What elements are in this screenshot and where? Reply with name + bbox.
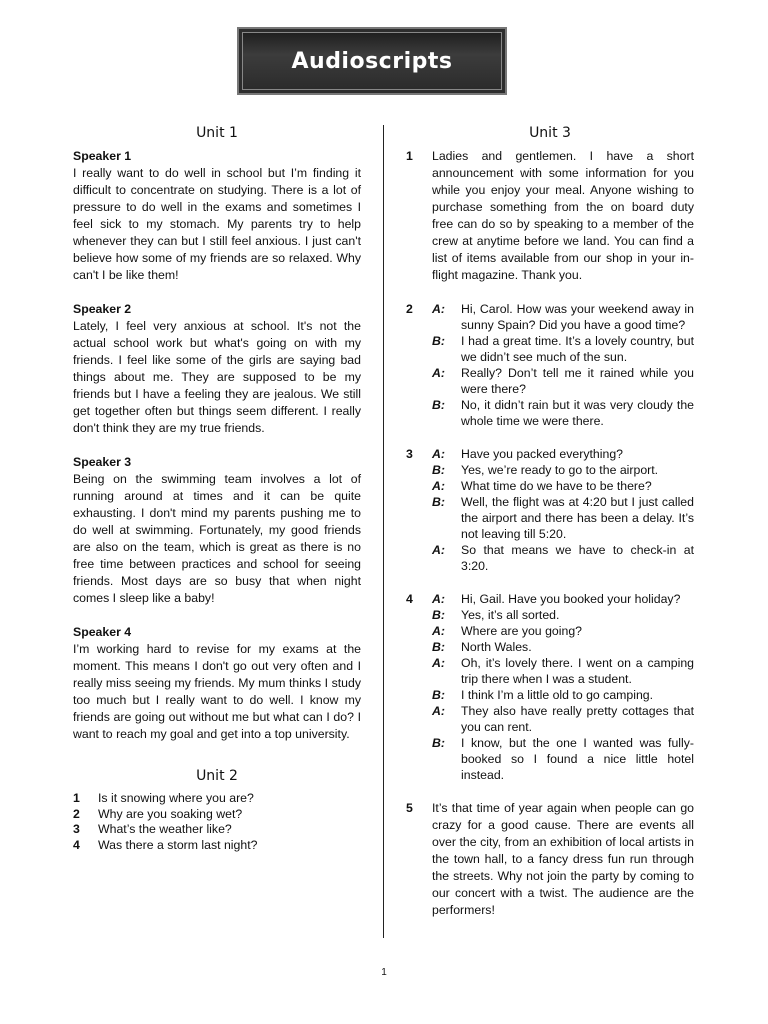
line-text: Hi, Gail. Have you booked your holiday? bbox=[461, 592, 681, 606]
item-number: 2 bbox=[406, 302, 413, 316]
dialogue-line bbox=[432, 607, 694, 623]
speaker-text: Lately, I feel very anxious at school. It's not the actual school work but what's going on with my friends. I feel like some of the girls are saying bad things about me. They are supposed to be my friends but I have a feeling they are jealous. We still get together often but things seem different. I really don't think they are my true friends. bbox=[73, 319, 361, 435]
dialogue-line bbox=[432, 365, 694, 397]
dialogue-line bbox=[432, 446, 694, 462]
speaker-label: A: bbox=[432, 624, 445, 638]
line-text: North Wales. bbox=[461, 640, 532, 654]
item-text: Ladies and gentlemen. I have a short announcement with some information for you while you enjoy your meal. Anyone wishing to purchase something from the on board duty free can do so by speaking to a member of the crew at anytime before we land. You can find a list of items available from our shop in your in-flight magazine. Thank you. bbox=[432, 149, 694, 282]
dialogue-line bbox=[432, 703, 694, 735]
item-number: 3 bbox=[73, 822, 80, 836]
dialogue-line bbox=[432, 623, 694, 639]
dialogue-item bbox=[406, 446, 694, 574]
unit-3-title: Unit 3 bbox=[529, 125, 571, 141]
line-text: Where are you going? bbox=[461, 624, 582, 638]
unit-1-title: Unit 1 bbox=[196, 125, 238, 141]
dialogue-line bbox=[432, 735, 694, 783]
speaker-label: B: bbox=[432, 608, 445, 622]
dialogue-line bbox=[432, 655, 694, 687]
dialogue-lines bbox=[432, 446, 694, 574]
dialogue-line bbox=[432, 639, 694, 655]
speaker-block bbox=[73, 624, 361, 743]
dialogue-line bbox=[432, 301, 694, 333]
item-number: 1 bbox=[73, 791, 80, 805]
item-number: 1 bbox=[406, 149, 413, 163]
speaker-text: Being on the swimming team involves a lot of running around at times and it can be quite exhausting. I don't mind my parents pushing me to do well at swimming. Fortunately, my good friends are also on the team, which is great as there is no free time between practices and school for seeing friends. Most days are so busy that when night comes I sleep like a baby! bbox=[73, 472, 361, 605]
left-column bbox=[73, 124, 361, 853]
line-text: I think I’m a little old to go camping. bbox=[461, 688, 654, 702]
speaker-text: I really want to do well in school but I’m finding it difficult to concentrate on studying. There is a lot of pressure to do well in the exams and sometimes I feel sick to my stomach. My parents try to help whenever they can but I still feel anxious. I just can't believe how some of my friends are so relaxed. Why can't I be like them! bbox=[73, 166, 361, 282]
line-text: They also have really pretty cottages that you can rent. bbox=[461, 704, 694, 734]
item-number: 5 bbox=[406, 801, 413, 815]
page-title: Audioscripts bbox=[291, 48, 453, 74]
speaker-name: Speaker 1 bbox=[73, 149, 132, 163]
dialogue-line bbox=[432, 462, 694, 478]
speaker-label: A: bbox=[432, 302, 445, 316]
dialogue-line bbox=[432, 397, 694, 429]
script-item bbox=[406, 148, 694, 284]
dialogue-lines bbox=[432, 591, 694, 783]
speaker-text: I’m working hard to revise for my exams at the moment. This means I don't go out very often and I really miss seeing my friends. My mum thinks I study too much but I really want to do well. I know my friends are going out without me but what can I do? I want to reach my goal and get into a top university. bbox=[73, 642, 361, 741]
dialogue-lines bbox=[432, 301, 694, 429]
dialogue-item bbox=[406, 301, 694, 429]
item-text: What’s the weather like? bbox=[98, 822, 232, 836]
speaker-name: Speaker 3 bbox=[73, 455, 132, 469]
list-item bbox=[73, 807, 361, 823]
speaker-name: Speaker 4 bbox=[73, 625, 132, 639]
speaker-label: B: bbox=[432, 640, 445, 654]
dialogue-line bbox=[432, 494, 694, 542]
right-column bbox=[406, 124, 694, 936]
line-text: Have you packed everything? bbox=[461, 447, 624, 461]
speaker-label: B: bbox=[432, 736, 445, 750]
line-text: Really? Don’t tell me it rained while you were there? bbox=[461, 366, 694, 396]
speaker-label: A: bbox=[432, 366, 445, 380]
item-number: 2 bbox=[73, 806, 80, 821]
dialogue-line bbox=[432, 478, 694, 494]
line-text: Hi, Carol. How was your weekend away in sunny Spain? Did you have a good time? bbox=[461, 302, 694, 332]
speaker-label: B: bbox=[432, 463, 445, 477]
dialogue-line bbox=[432, 333, 694, 365]
item-text: Why are you soaking wet? bbox=[98, 806, 243, 821]
item-number: 4 bbox=[73, 837, 80, 852]
item-text: Was there a storm last night? bbox=[98, 837, 258, 852]
dialogue-item bbox=[406, 591, 694, 783]
column-divider bbox=[383, 125, 384, 938]
speaker-label: A: bbox=[432, 479, 445, 493]
speaker-label: A: bbox=[432, 704, 445, 718]
dialogue-line bbox=[432, 687, 694, 703]
line-text: Oh, it’s lovely there. I went on a camping trip there when I was a student. bbox=[461, 656, 694, 686]
unit-2-title: Unit 2 bbox=[196, 768, 238, 784]
dialogue-line bbox=[432, 542, 694, 574]
line-text: I know, but the one I wanted was fully-booked so I found a nice little hotel instead. bbox=[461, 736, 694, 782]
speaker-name: Speaker 2 bbox=[73, 302, 132, 316]
speaker-block bbox=[73, 301, 361, 437]
line-text: I had a great time. It’s a lovely country, but we didn’t see much of the sun. bbox=[461, 334, 694, 364]
item-text: Is it snowing where you are? bbox=[98, 791, 254, 805]
line-text: Well, the flight was at 4:20 but I just called the airport and there has been a delay. It’s not leaving till 5:20. bbox=[461, 495, 694, 541]
speaker-block bbox=[73, 454, 361, 607]
list-item bbox=[73, 838, 361, 854]
title-banner bbox=[237, 27, 507, 95]
item-text: It’s that time of year again when people can go crazy for a good cause. There are events all over the city, from an exhibition of local artists in the town hall, to a fancy dress fun run through the streets. Why not join the party by coming to our concert with a twist. The audience are the performers! bbox=[432, 801, 694, 917]
page-number: 1 bbox=[381, 967, 387, 978]
speaker-label: B: bbox=[432, 688, 445, 702]
speaker-label: A: bbox=[432, 543, 445, 557]
speaker-label: A: bbox=[432, 592, 445, 606]
speaker-label: A: bbox=[432, 447, 445, 461]
speaker-label: B: bbox=[432, 334, 445, 348]
speaker-label: B: bbox=[432, 398, 445, 412]
speaker-block bbox=[73, 148, 361, 284]
list-item bbox=[73, 822, 361, 838]
speaker-label: A: bbox=[432, 656, 445, 670]
dialogue-line bbox=[432, 591, 694, 607]
item-number: 3 bbox=[406, 447, 413, 461]
script-item bbox=[406, 800, 694, 919]
line-text: Yes, we’re ready to go to the airport. bbox=[461, 463, 659, 477]
line-text: So that means we have to check-in at 3:20. bbox=[461, 543, 694, 573]
line-text: Yes, it’s all sorted. bbox=[461, 608, 560, 622]
speaker-label: B: bbox=[432, 495, 445, 509]
line-text: No, it didn’t rain but it was very cloudy the whole time we were there. bbox=[461, 398, 694, 428]
line-text: What time do we have to be there? bbox=[461, 479, 652, 493]
dialogue-list bbox=[406, 301, 694, 783]
item-number: 4 bbox=[406, 592, 413, 606]
list-item bbox=[73, 791, 361, 807]
